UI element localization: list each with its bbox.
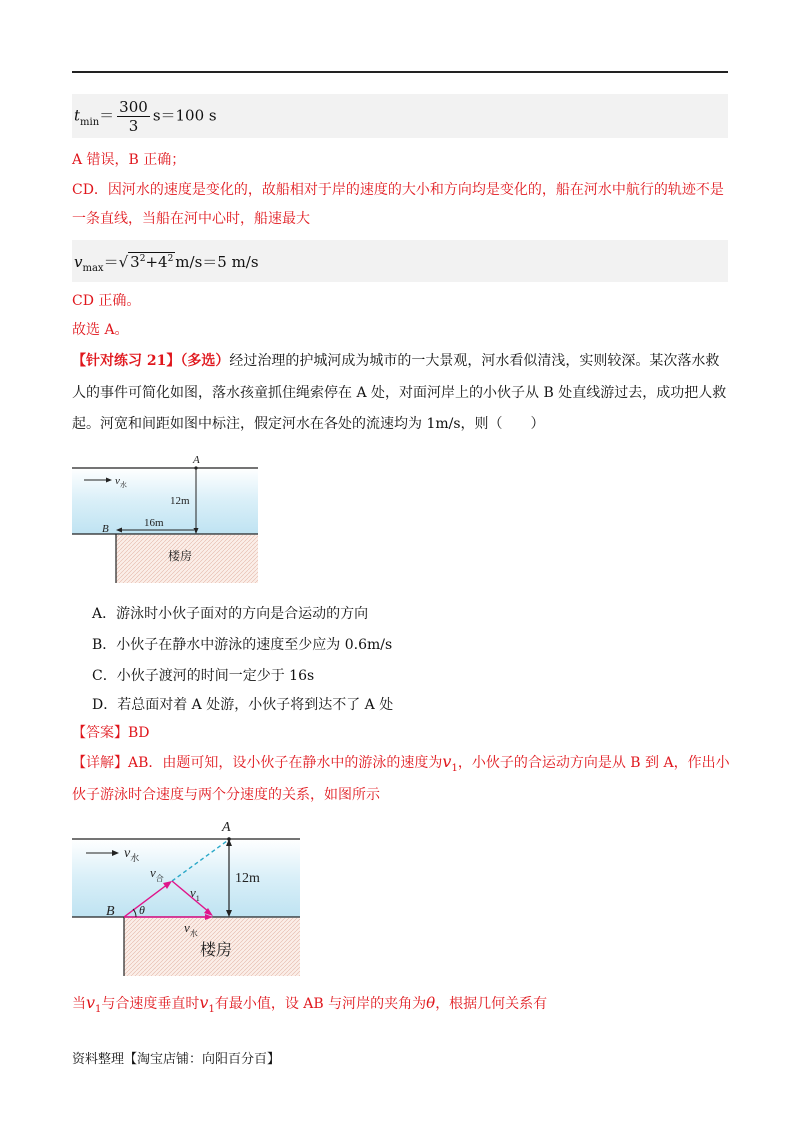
practice-line-3: 起。河宽和间距如图中标注，假定河水在各处的流速均为 1m/s，则（ ） bbox=[72, 416, 545, 432]
header-rule bbox=[72, 71, 728, 73]
river-figure-1 bbox=[72, 450, 262, 585]
line-choose: 故选 A。 bbox=[72, 322, 129, 338]
practice-tag: 【针对练习 21】 bbox=[72, 353, 181, 369]
line-ab-verdict: A 错误，B 正确； bbox=[72, 152, 186, 168]
line-cd-correct: CD 正确。 bbox=[72, 293, 141, 309]
width-label: 12m bbox=[170, 495, 190, 507]
formula-box-vmax bbox=[72, 240, 728, 282]
v1-label: $v_1$ bbox=[190, 885, 200, 903]
detail-line-2: 伙子游泳时合速度与两个分速度的关系，如图所示 bbox=[72, 787, 380, 803]
footer-source: 资料整理【淘宝店铺：向阳百分百】 bbox=[72, 1052, 281, 1067]
option-b: B．小伙子在静水中游泳的速度至少应为 0.6m/s bbox=[92, 637, 393, 653]
formula-box-tmin bbox=[72, 94, 728, 138]
point-a-label: A bbox=[193, 454, 200, 466]
practice-line-1: 【针对练习 21】（多选）经过治理的护城河成为城市的一大景观，河水看似清浅，实则较深。某次落水救 bbox=[72, 353, 720, 369]
practice-line-2: 人的事件可简化如图，落水孩童抓住绳索停在 A 处，对面河岸上的小伙子从 B 处直线游过去，成功把人救 bbox=[72, 385, 727, 401]
v-he-label: $v_合$ bbox=[150, 865, 164, 883]
point-a-label: A bbox=[222, 820, 231, 835]
building-label: 楼房 bbox=[200, 942, 233, 959]
formula-tmin: $t_{min}=$ $\frac{300}{3}$ s＝100 s bbox=[74, 98, 217, 135]
distance-label: 16m bbox=[144, 517, 164, 529]
formula-vmax: $v_{max}=√$ $3^2+4^2$ m/s＝5 m/s bbox=[74, 253, 259, 274]
point-b-label: B bbox=[102, 523, 109, 535]
option-d: D．若总面对着 A 处游，小伙子将到达不了 A 处 bbox=[92, 697, 394, 713]
v-water-label: $v_水$ bbox=[184, 920, 198, 938]
answer-line: 【答案】BD bbox=[72, 725, 150, 741]
practice-multi: （多选） bbox=[180, 353, 230, 369]
river-figure-2 bbox=[72, 815, 304, 978]
option-a: A．游泳时小伙子面对的方向是合运动的方向 bbox=[92, 606, 369, 622]
line-cd-2: 一条直线，当船在河中心时，船速最大 bbox=[72, 211, 310, 227]
building-label: 楼房 bbox=[168, 549, 193, 563]
line-cd-1: CD．因河水的速度是变化的，故船相对于岸的速度的大小和方向均是变化的，船在河水中航行的轨迹不是 bbox=[72, 182, 724, 198]
river-water bbox=[72, 468, 258, 534]
last-line: 当$v_1$与合速度垂直时$v_1$有最小值，设 AB 与河岸的夹角为θ，根据几何关系有 bbox=[72, 993, 548, 1015]
theta-label: θ bbox=[139, 903, 145, 917]
option-c: C．小伙子渡河的时间一定少于 16s bbox=[92, 668, 315, 684]
point-a-dot bbox=[227, 837, 231, 841]
point-a-dot bbox=[194, 466, 197, 469]
flow-label: $v_水$ bbox=[124, 846, 140, 863]
width-label: 12m bbox=[235, 871, 260, 886]
detail-line-1: 【详解】AB．由题可知，设小伙子在静水中的游泳的速度为$v_1$，小伙子的合运动方向是从 B 到 A，作出小 bbox=[72, 752, 730, 774]
point-b-label: B bbox=[106, 904, 115, 919]
flow-label: $v_水$ bbox=[115, 475, 127, 489]
